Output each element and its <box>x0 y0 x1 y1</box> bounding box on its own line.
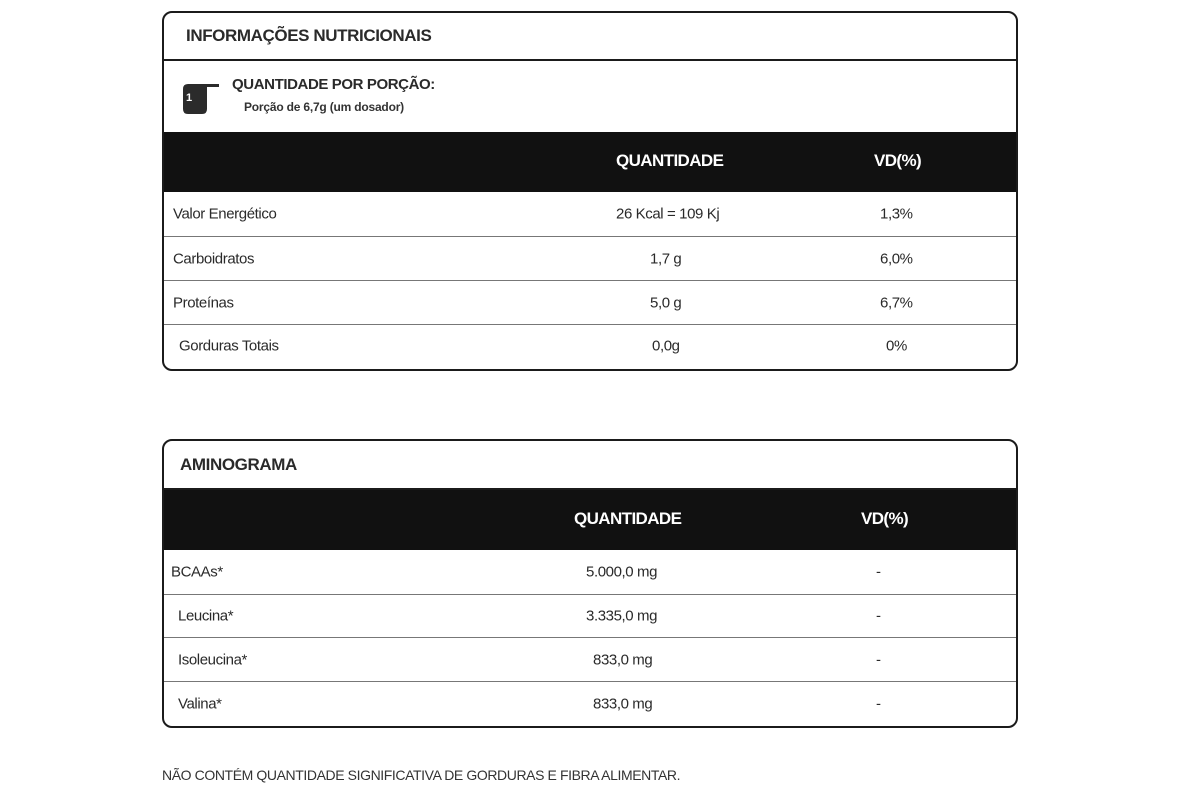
row-dv: - <box>876 607 881 625</box>
row-quantity: 1,7 g <box>650 250 682 267</box>
nutrition-table <box>162 11 1018 371</box>
row-quantity: 833,0 mg <box>593 651 653 668</box>
row-amino: BCAAs* <box>171 563 223 581</box>
row-amino: Valina* <box>178 695 222 713</box>
row-quantity: 3.335,0 mg <box>586 607 658 625</box>
row-dv: - <box>876 651 881 668</box>
aminogram-table <box>162 439 1018 728</box>
portion-subtitle: Porção de 6,7g (um dosador) <box>244 100 404 114</box>
row-dv: 0% <box>886 337 907 355</box>
aminogram-title: AMINOGRAMA <box>164 441 1016 490</box>
row-quantity: 0,0g <box>652 337 680 355</box>
header-quantity: QUANTIDADE <box>574 509 682 528</box>
portion-title: QUANTIDADE POR PORÇÃO: <box>232 76 435 93</box>
row-nutrient: Gorduras Totais <box>179 337 279 355</box>
row-nutrient: Valor Energético <box>173 205 277 223</box>
row-nutrient: Carboidratos <box>173 250 255 267</box>
table-row <box>164 682 1016 726</box>
row-dv: - <box>876 695 881 713</box>
row-quantity: 5.000,0 mg <box>586 563 658 581</box>
row-dv: 6,7% <box>880 294 913 311</box>
table-row <box>164 638 1016 682</box>
row-quantity: 5,0 g <box>650 294 682 311</box>
row-amino: Leucina* <box>178 607 234 625</box>
table-row <box>164 325 1016 367</box>
table-row <box>164 237 1016 281</box>
row-dv: 1,3% <box>880 205 913 223</box>
header-dv: VD(%) <box>861 509 909 528</box>
portion-badge-number: 1 <box>186 92 193 104</box>
table-row <box>164 550 1016 595</box>
aminogram-header-row <box>164 490 1016 550</box>
row-dv: - <box>876 563 881 581</box>
portion-info <box>164 61 1016 132</box>
row-dv: 6,0% <box>880 250 913 267</box>
row-amino: Isoleucina* <box>178 651 247 668</box>
table-row <box>164 281 1016 325</box>
row-nutrient: Proteínas <box>173 294 234 311</box>
table-row <box>164 595 1016 638</box>
nutrition-title: INFORMAÇÕES NUTRICIONAIS <box>164 13 1016 61</box>
header-quantity: QUANTIDADE <box>616 151 724 170</box>
table-row <box>164 192 1016 237</box>
row-quantity: 26 Kcal = 109 Kj <box>616 205 720 223</box>
row-quantity: 833,0 mg <box>593 695 653 713</box>
footnote: NÃO CONTÉM QUANTIDADE SIGNIFICATIVA DE GORDURAS E FIBRA ALIMENTAR. <box>162 767 681 783</box>
header-dv: VD(%) <box>874 151 922 170</box>
nutrition-header-row <box>164 132 1016 192</box>
